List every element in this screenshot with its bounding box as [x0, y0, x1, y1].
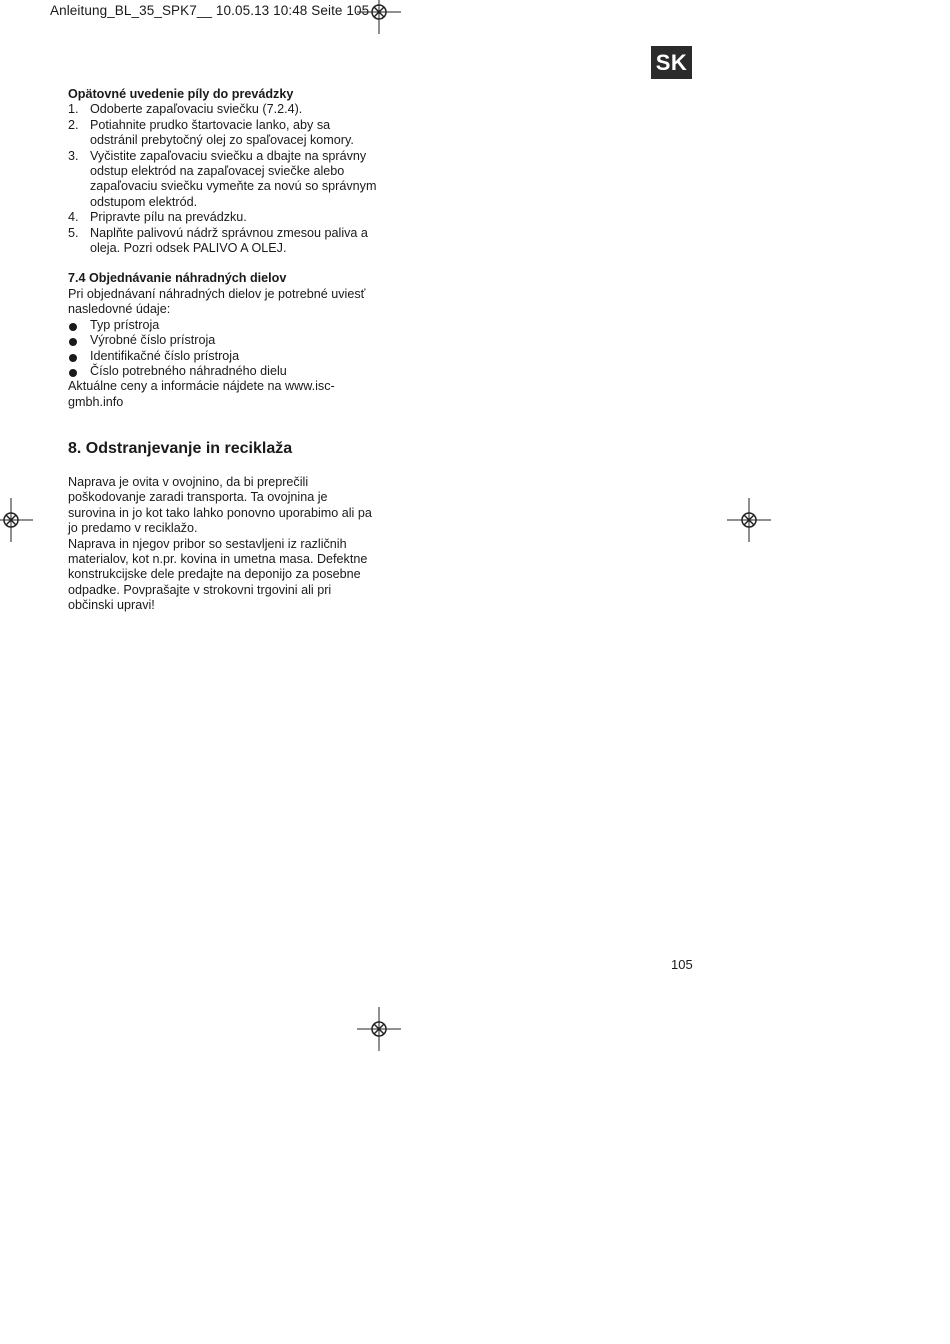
language-badge: SK	[651, 46, 692, 79]
list-item	[68, 333, 378, 348]
page-number: 105	[671, 957, 693, 972]
step-number: 1.	[68, 102, 79, 117]
step-text: Potiahnite prudko štartovacie lanko, aby sa odstránil prebytočný olej zo spaľovacej komory.	[90, 117, 354, 148]
step-text: Pripravte pílu na prevádzku.	[90, 210, 247, 225]
disposal-text	[68, 475, 378, 614]
step-number: 5.	[68, 225, 79, 240]
bullet-text: Číslo potrebného náhradného dielu	[90, 363, 287, 378]
list-item	[68, 349, 378, 364]
registration-mark-icon-right	[727, 498, 771, 542]
parts-intro: Pri objednávaní náhradných dielov je potrebné uviesť nasledovné údaje:	[68, 286, 366, 317]
list-item	[68, 118, 378, 149]
content-column	[68, 87, 378, 410]
section-title-disposal: 8. Odstranjevanje in reciklaža	[68, 440, 293, 457]
bullet-icon	[69, 323, 77, 331]
parts-outro: Aktuálne ceny a informácie nájdete na www.isc-gmbh.info	[68, 379, 335, 409]
step-number: 4.	[68, 210, 79, 225]
step-text: Naplňte palivovú nádrž správnou zmesou paliva a oleja. Pozri odsek PALIVO A OLEJ.	[90, 225, 368, 256]
list-item	[68, 226, 378, 257]
disposal-paragraph: Naprava je ovita v ovojnino, da bi preprečili poškodovanje zaradi transporta. Ta ovojnina je surovina in jo kot tako lahko ponovno uporabimo ali pa jo predamo v reciklažo.	[68, 475, 372, 536]
step-number: 2.	[68, 117, 79, 132]
bullet-text: Výrobné číslo prístroja	[90, 333, 216, 348]
list-item	[68, 318, 378, 333]
list-item	[68, 364, 378, 379]
parts-bullet-list	[68, 318, 378, 380]
step-number: 3.	[68, 148, 79, 163]
step-text: Vyčistite zapaľovaciu sviečku a dbajte na správny odstup elektród na zapaľovacej sviečke alebo zapaľovaciu sviečku vymeňte za novú so správnym odstupom elektród.	[90, 148, 377, 209]
bullet-icon	[69, 338, 77, 346]
step-text: Odoberte zapaľovaciu sviečku (7.2.4).	[90, 102, 303, 117]
print-slug: Anleitung_BL_35_SPK7__ 10.05.13 10:48 Seite 105	[50, 3, 370, 18]
section-title-parts: 7.4 Objednávanie náhradných dielov	[68, 271, 287, 286]
list-item	[68, 149, 378, 211]
registration-mark-icon-bottom	[357, 1007, 401, 1051]
bullet-text: Typ prístroja	[90, 317, 160, 332]
section-title-restart: Opätovné uvedenie píly do prevádzky	[68, 87, 294, 101]
list-item	[68, 210, 378, 225]
bullet-icon	[69, 354, 77, 362]
registration-mark-icon-top	[357, 0, 401, 34]
registration-mark-icon-left	[0, 498, 33, 542]
bullet-text: Identifikačné číslo prístroja	[90, 348, 240, 363]
list-item	[68, 102, 378, 117]
restart-steps-list	[68, 102, 378, 256]
bullet-icon	[69, 369, 77, 377]
disposal-paragraph: Naprava in njegov pribor so sestavljeni iz različnih materialov, kot n.pr. kovina in umetna masa. Defektne konstrukcijske dele predajte na deponijo za posebne odpadke. Povprašajte v strokovni trgovini ali pri občinski upravi!	[68, 536, 368, 613]
